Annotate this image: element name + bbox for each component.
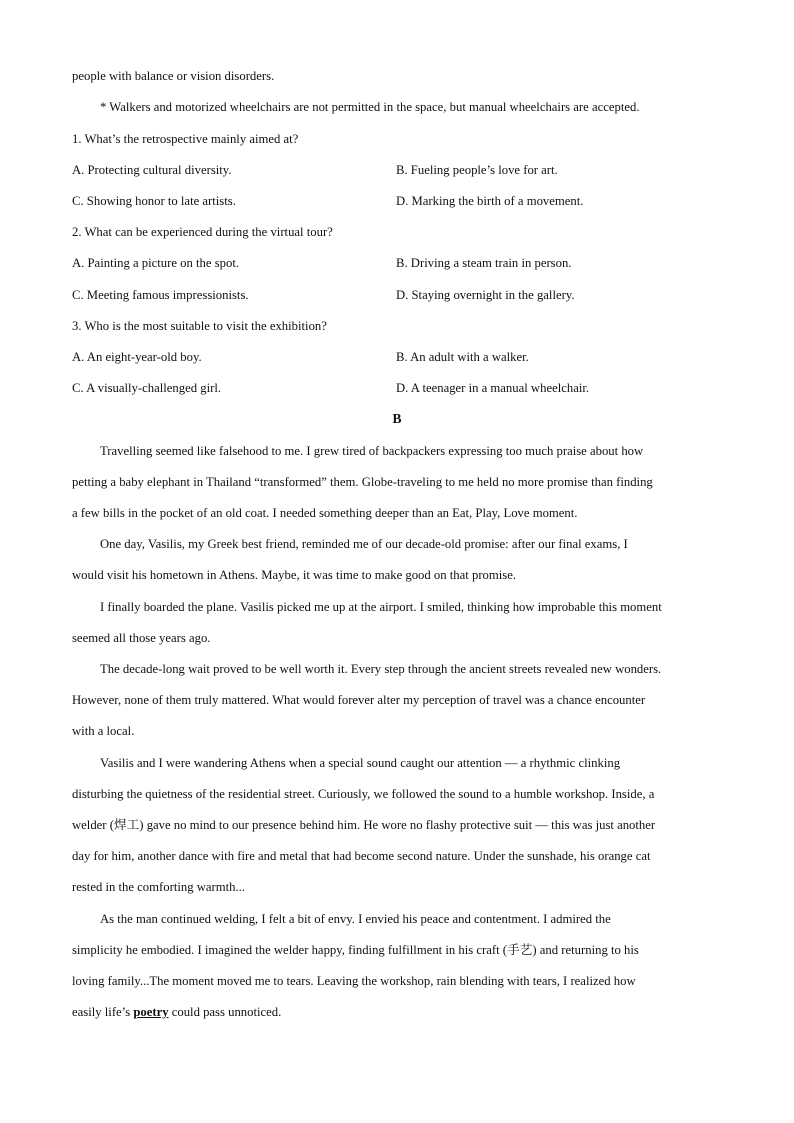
paragraph-line: However, none of them truly mattered. What would forever alter my perception of travel was a chance encounter <box>72 693 646 707</box>
question-2-option-c: C. Meeting famous impressionists. <box>72 288 249 302</box>
question-3-option-c: C. A visually-challenged girl. <box>72 381 222 395</box>
question-2-option-a: A. Painting a picture on the spot. <box>72 256 240 270</box>
accessibility-note: * Walkers and motorized wheelchairs are not permitted in the space, but manual wheelchairs are accepted. <box>100 100 640 114</box>
question-3-option-a: A. An eight-year-old boy. <box>72 350 202 364</box>
question-1-stem: 1. What’s the retrospective mainly aimed at? <box>72 132 299 146</box>
paragraph-line: Travelling seemed like falsehood to me. I grew tired of backpackers expressing too much praise about how <box>100 444 644 458</box>
paragraph-line: One day, Vasilis, my Greek best friend, reminded me of our decade-old promise: after our final exams, I <box>100 537 628 551</box>
paragraph-line: disturbing the quietness of the residential street. Curiously, we followed the sound to a humble workshop. Inside, a <box>72 787 655 801</box>
paragraph-line: welder (焊工) gave no mind to our presence behind him. He wore no flashy protective suit — this was just another <box>72 818 656 832</box>
paragraph-line: rested in the comforting warmth... <box>72 880 245 894</box>
text-segment: easily life’s <box>72 1005 134 1019</box>
question-2-option-d: D. Staying overnight in the gallery. <box>396 288 575 302</box>
paragraph-line: petting a baby elephant in Thailand “transformed” them. Globe-traveling to me held no more promise than finding <box>72 475 653 489</box>
question-2-option-b: B. Driving a steam train in person. <box>396 256 572 270</box>
paragraph-line: loving family...The moment moved me to tears. Leaving the workshop, rain blending with tears, I realized how <box>72 974 636 988</box>
paragraph-line: simplicity he embodied. I imagined the welder happy, finding fulfillment in his craft (手艺) and returning to his <box>72 943 639 957</box>
question-1-option-c: C. Showing honor to late artists. <box>72 194 236 208</box>
paragraph-line: with a local. <box>72 724 135 738</box>
paragraph-line: people with balance or vision disorders. <box>72 69 275 83</box>
question-3-stem: 3. Who is the most suitable to visit the exhibition? <box>72 319 327 333</box>
question-1-option-a: A. Protecting cultural diversity. <box>72 163 232 177</box>
question-3-option-b: B. An adult with a walker. <box>396 350 529 364</box>
paragraph-line: The decade-long wait proved to be well worth it. Every step through the ancient streets revealed new wonders. <box>100 662 662 676</box>
paragraph-line: a few bills in the pocket of an old coat. I needed something deeper than an Eat, Play, Love moment. <box>72 506 578 520</box>
paragraph-last-line <box>72 1004 281 1020</box>
question-1-option-d: D. Marking the birth of a movement. <box>396 194 584 208</box>
section-b-heading: B <box>392 411 402 426</box>
question-3-option-d: D. A teenager in a manual wheelchair. <box>396 381 590 395</box>
paragraph-line: would visit his hometown in Athens. Maybe, it was time to make good on that promise. <box>72 568 517 582</box>
text-segment: could pass unnoticed. <box>168 1005 282 1019</box>
paragraph-line: seemed all those years ago. <box>72 631 211 645</box>
question-2-stem: 2. What can be experienced during the virtual tour? <box>72 225 333 239</box>
paragraph-line: Vasilis and I were wandering Athens when a special sound caught our attention — a rhythmic clinking <box>100 756 621 770</box>
paragraph-line: As the man continued welding, I felt a bit of envy. I envied his peace and contentment. I admired the <box>100 912 611 926</box>
question-1-option-b: B. Fueling people’s love for art. <box>396 163 558 177</box>
paragraph-line: I finally boarded the plane. Vasilis picked me up at the airport. I smiled, thinking how improbable this moment <box>100 600 662 614</box>
paragraph-line: day for him, another dance with fire and metal that had become second nature. Under the sunshade, his orange cat <box>72 849 651 863</box>
keyword-poetry: poetry <box>133 1005 169 1019</box>
